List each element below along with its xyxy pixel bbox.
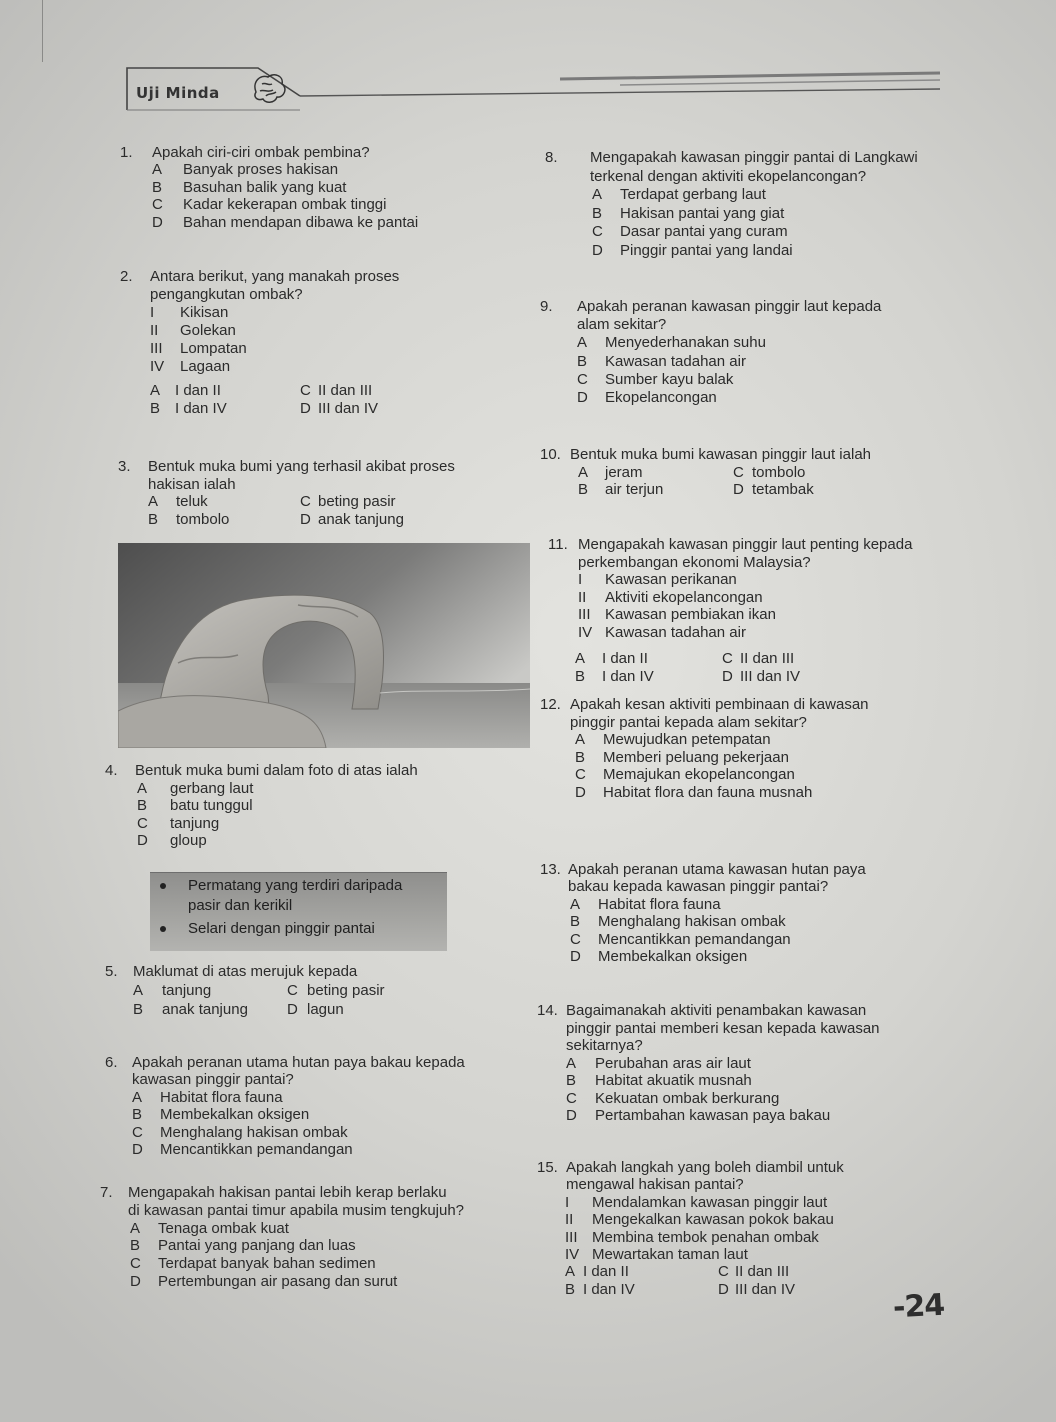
question-stem-line: di kawasan pantai timur apabila musim tengkujuh? [128,1201,465,1219]
option-text: Mencantikkan pemandangan [598,930,791,948]
option-letter: B [148,511,159,529]
question-stem-line: terkenal dengan aktiviti ekopelancongan? [590,167,867,185]
option-text: Terdapat banyak bahan sedimen [158,1255,376,1273]
question-stem-line: Mengapakah kawasan pinggir laut penting kepada [578,536,913,553]
option-text: III dan IV [318,400,379,417]
option-text: II dan III [735,1263,790,1281]
option-letter: A [575,731,586,749]
option-text: Membekalkan oksigen [598,948,748,965]
option-text: gerbang laut [170,779,254,797]
option-text: Habitat flora fauna [598,895,721,913]
option-letter: A [148,493,159,511]
question-number: 15. [537,1159,558,1176]
option-text: Pinggir pantai yang landai [620,241,793,259]
roman-label: III [578,606,591,623]
roman-label: I [578,571,583,588]
roman-label: IV [565,1246,580,1263]
option-letter: D [733,481,744,498]
option-text: teluk [176,493,208,511]
option-text: tanjung [162,982,212,999]
option-text: I dan II [175,382,221,399]
option-letter: C [733,463,744,481]
option-letter: B [577,352,588,370]
question-number: 14. [537,1002,558,1019]
option-text: Dasar pantai yang curam [620,223,788,240]
option-letter: D [570,948,581,965]
roman-text: Kikisan [180,304,229,321]
option-text: Kadar kekerapan ombak tinggi [183,196,387,214]
question-stem-line: Bentuk muka bumi kawasan pinggir laut ialah [570,446,872,463]
question-stem-line: Bentuk muka bumi dalam foto di atas ialah [135,762,418,779]
question-number: 4. [105,762,118,779]
option-letter: A [565,1263,576,1281]
option-letter: C [570,930,581,948]
option-text: Pantai yang panjang dan luas [158,1237,356,1255]
question-stem-line: Mengapakah hakisan pantai lebih kerap berlaku [128,1184,447,1201]
option-text: Ekopelancongan [605,389,717,406]
option-letter: A [130,1219,141,1237]
option-text: tetambak [752,481,814,498]
option-letter: B [570,913,581,931]
option-text: tombolo [176,511,230,529]
option-text: Basuhan balik yang kuat [183,178,347,196]
roman-label: II [578,588,587,606]
bullet-marker [160,926,166,932]
option-text: I dan IV [602,667,654,685]
question-stem-line: Apakah kesan aktiviti pembinaan di kawasan [570,696,869,713]
option-text: III dan IV [740,667,801,685]
roman-label: I [150,304,155,321]
question-number: 8. [545,149,558,166]
option-letter: A [133,982,144,999]
roman-label: II [150,322,159,339]
question-stem-line: sekitarnya? [566,1037,643,1054]
question-number: 7. [100,1184,113,1201]
question-stem-line: bakau kepada kawasan pinggir pantai? [568,878,829,896]
question-number: 10. [540,446,561,463]
option-letter: D [130,1273,141,1290]
option-letter: D [592,241,603,259]
question-number: 13. [540,861,561,878]
question-stem-line: Apakah peranan utama hutan paya bakau kepada [132,1054,465,1071]
question-stem-line: Bagaimanakah aktiviti penambakan kawasan [566,1002,867,1019]
option-letter: B [566,1072,577,1089]
info-box-line: pasir dan kerikil [188,897,293,914]
question-stem-line: Maklumat di atas merujuk kepada [133,963,358,980]
option-text: jeram [605,463,643,481]
option-letter: D [566,1107,577,1124]
option-text: III dan IV [735,1280,796,1298]
option-letter: B [592,204,603,222]
question-stem-line: Apakah langkah yang boleh diambil untuk [566,1159,844,1176]
roman-text: Lompatan [180,340,247,357]
question-stem-line: alam sekitar? [577,316,667,334]
option-letter: A [152,161,163,179]
option-letter: A [592,186,603,203]
option-letter: D [137,832,148,849]
option-letter: C [132,1123,143,1141]
section-title: Uji Minda [136,84,220,102]
question-number: 9. [540,298,553,315]
option-text: Banyak proses hakisan [183,161,339,179]
question-number: 3. [118,458,131,475]
roman-text: Lagaan [180,358,231,375]
question-stem-line: mengawal hakisan pantai? [566,1176,744,1194]
roman-label: III [150,340,163,357]
question-number: 1. [120,144,133,161]
option-text: Hakisan pantai yang giat [620,204,785,222]
option-text: Terdapat gerbang laut [620,186,766,203]
option-text: Habitat akuatik musnah [595,1072,752,1089]
option-letter: D [287,1001,298,1018]
option-letter: A [578,463,589,481]
option-text: Perubahan aras air laut [595,1054,751,1072]
question-stem-line: Bentuk muka bumi yang terhasil akibat proses [148,458,455,475]
roman-text: Aktiviti ekopelancongan [605,588,763,606]
question-stem-line: Mengapakah kawasan pinggir pantai di Langkawi [590,149,918,166]
option-text: Mewujudkan petempatan [603,731,771,749]
option-letter: C [137,814,148,832]
option-text: batu tunggul [170,797,253,814]
roman-text: Mewartakan taman laut [592,1246,748,1263]
option-letter: B [132,1106,143,1124]
option-text: Sumber kayu balak [605,370,734,388]
question-stem-line: pinggir pantai memberi kesan kepada kawasan [566,1019,880,1037]
option-letter: C [152,196,163,214]
option-text: tanjung [170,814,220,832]
option-letter: C [300,382,311,399]
roman-text: Golekan [180,322,236,339]
option-letter: C [575,766,586,784]
handwritten-score: -24 [892,1287,946,1326]
question-stem-line: Apakah ciri-ciri ombak pembina? [152,144,370,161]
roman-text: Mengekalkan kawasan pokok bakau [592,1211,834,1229]
option-letter: B [137,797,148,814]
option-letter: B [133,1001,144,1018]
option-text: Memajukan ekopelancongan [603,766,795,784]
info-box [150,872,447,951]
option-letter: A [577,334,588,352]
option-text: Menghalang hakisan ombak [598,913,786,931]
option-text: Tenaga ombak kuat [158,1219,289,1237]
roman-text: Mendalamkan kawasan pinggir laut [592,1193,828,1211]
option-letter: B [578,481,589,498]
question-number: 5. [105,963,118,980]
info-box-line: Permatang yang terdiri daripada [188,877,403,894]
option-text: I dan II [602,650,648,667]
question-stem-line: hakisan ialah [148,475,236,493]
option-text: Kawasan tadahan air [605,352,746,370]
option-letter: C [300,493,311,511]
option-letter: D [132,1141,143,1158]
option-letter: A [575,650,586,667]
roman-label: IV [150,358,165,375]
option-letter: C [566,1089,577,1107]
question-stem-line: pengangkutan ombak? [150,286,303,303]
option-text: Memberi peluang pekerjaan [603,748,789,766]
option-letter: B [152,178,163,196]
option-letter: D [577,389,588,406]
option-letter: C [718,1263,729,1281]
roman-label: I [565,1193,570,1211]
option-letter: C [287,982,298,999]
option-text: Mencantikkan pemandangan [160,1141,353,1158]
option-text: gloup [170,832,207,849]
option-letter: A [150,382,161,399]
roman-label: IV [578,623,593,641]
question-stem-line: pinggir pantai kepada alam sekitar? [570,713,807,731]
option-text: anak tanjung [162,1001,248,1018]
option-text: Habitat flora dan fauna musnah [603,784,813,801]
question-stem-line: Antara berikut, yang manakah proses [150,268,400,285]
option-text: air terjun [605,481,664,498]
option-letter: C [130,1255,141,1273]
option-letter: D [722,667,733,685]
option-letter: D [300,511,311,529]
option-letter: A [132,1088,143,1106]
option-letter: A [566,1054,577,1072]
option-text: I dan II [583,1263,629,1281]
option-text: beting pasir [318,493,396,511]
option-text: beting pasir [307,982,385,999]
roman-text: Kawasan tadahan air [605,623,746,641]
option-text: Kekuatan ombak berkurang [595,1089,780,1107]
option-letter: C [722,650,733,667]
option-text: Bahan mendapan dibawa ke pantai [183,213,419,231]
option-letter: D [718,1280,729,1298]
option-text: lagun [307,1001,344,1018]
option-letter: B [575,667,586,685]
option-letter: B [150,400,161,417]
option-letter: A [137,779,148,797]
option-text: I dan IV [583,1280,635,1298]
option-letter: A [570,895,581,913]
option-text: Pertembungan air pasang dan surut [158,1273,398,1290]
option-letter: D [152,213,163,231]
roman-label: II [565,1211,574,1229]
question-stem-line: Apakah peranan utama kawasan hutan paya [568,861,866,878]
option-letter: B [130,1237,141,1255]
option-text: Habitat flora fauna [160,1088,283,1106]
option-text: Menyederhanakan suhu [605,334,766,352]
option-letter: C [592,223,603,240]
option-letter: D [575,784,586,801]
question-stem-line: Apakah peranan kawasan pinggir laut kepada [577,298,882,315]
option-text: Menghalang hakisan ombak [160,1123,348,1141]
option-text: II dan III [318,382,373,399]
option-letter: B [575,748,586,766]
option-text: Membekalkan oksigen [160,1106,310,1124]
roman-text: Kawasan pembiakan ikan [605,606,776,623]
bullet-marker [160,883,166,889]
question-number: 2. [120,268,133,285]
option-text: anak tanjung [318,511,404,529]
option-text: Pertambahan kawasan paya bakau [595,1107,831,1124]
question-number: 11. [548,536,568,553]
option-text: I dan IV [175,400,227,417]
question-stem-line: perkembangan ekonomi Malaysia? [578,553,811,571]
option-letter: B [565,1280,576,1298]
question-number: 6. [105,1054,118,1071]
roman-label: III [565,1228,578,1246]
info-box-line: Selari dengan pinggir pantai [188,920,375,937]
option-letter: D [300,400,311,417]
roman-text: Membina tembok penahan ombak [592,1228,819,1246]
question-number: 12. [540,696,561,713]
roman-text: Kawasan perikanan [605,571,737,588]
option-letter: C [577,370,588,388]
question-stem-line: kawasan pinggir pantai? [132,1071,294,1089]
option-text: II dan III [740,650,795,667]
option-text: tombolo [752,463,806,481]
